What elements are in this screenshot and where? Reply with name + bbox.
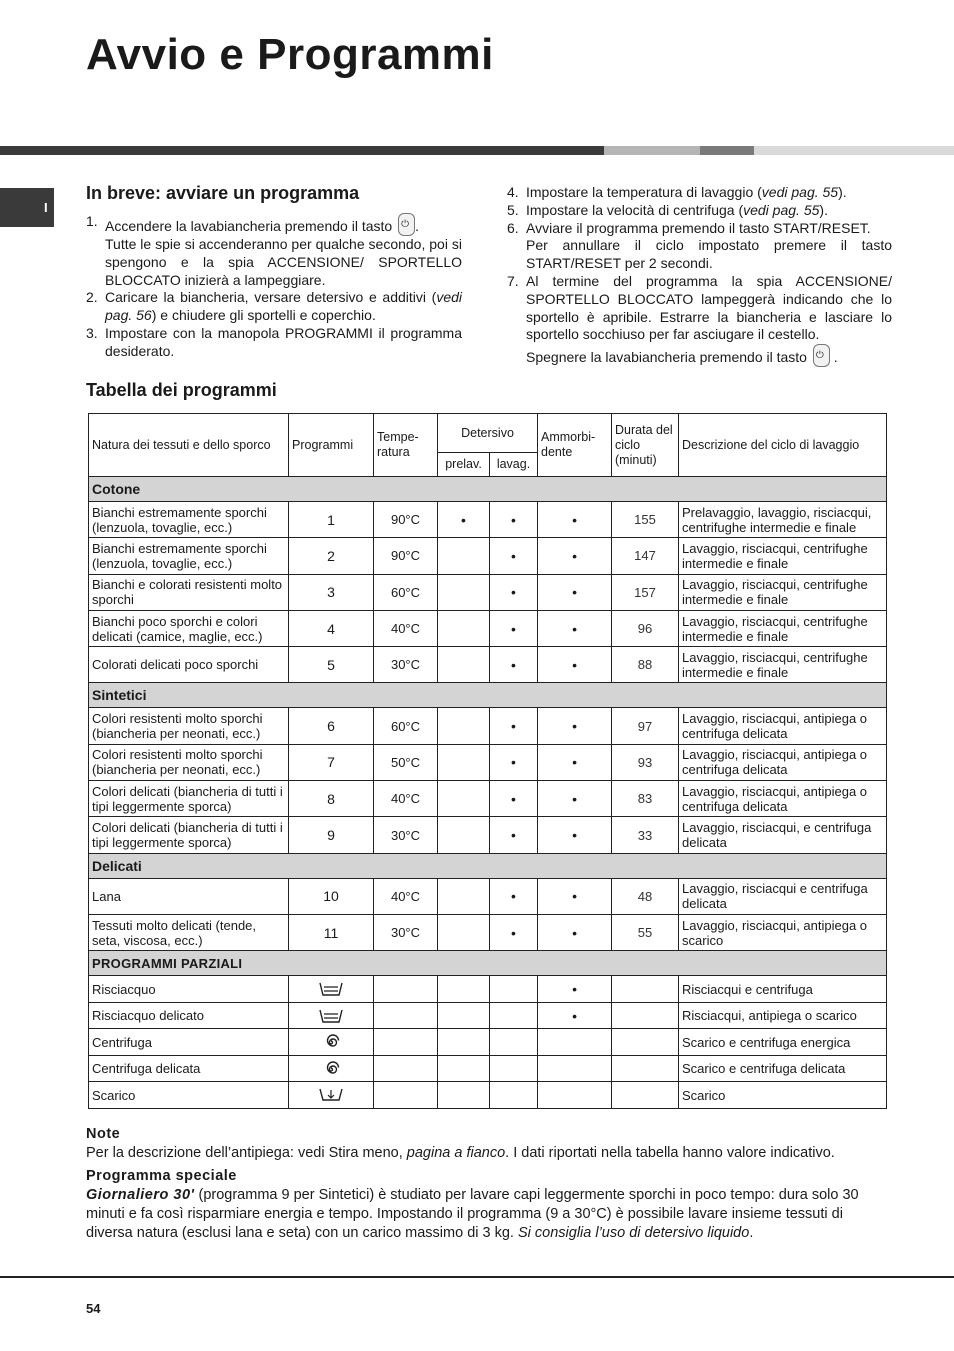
- cell-lavag: •: [490, 744, 538, 780]
- special-heading: Programma speciale: [86, 1168, 237, 1184]
- notes-text: Per la descrizione dell’antipiega: vedi Stira meno, pagina a fianco. I dati riportati nella tabella hanno valore indicativo.: [86, 1145, 835, 1161]
- cell-prelav: [438, 647, 490, 683]
- cell-natura: Tessuti molto delicati (tende, seta, viscosa, ecc.): [89, 914, 289, 950]
- quick-start-step: 7. Al termine del programma la spia ACCENSIONE/ SPORTELLO BLOCCATO lampeggerà indicando che lo sportello è apribile. Estrarre la biancheria e lasciare lo sportello socchiuso per far asciugare il cestello. Spegnere la lavabiancheria premendo il tasto ⏻ .: [507, 273, 892, 367]
- cell-temperatura: [374, 1002, 438, 1029]
- cell-lavag: •: [490, 781, 538, 817]
- cell-natura: Bianchi estremamente sporchi (lenzuola, tovaglie, ecc.): [89, 538, 289, 574]
- cell-natura: Lana: [89, 878, 289, 914]
- cell-durata: [612, 1002, 679, 1029]
- cell-prelav: [438, 1002, 490, 1029]
- cell-ammorbidente: •: [538, 538, 612, 574]
- cell-prelav: [438, 708, 490, 744]
- cell-programma-icon: [289, 976, 374, 1003]
- cell-programma: 5: [289, 647, 374, 683]
- cell-natura: Colori delicati (biancheria di tutti i tipi leggermente sporca): [89, 781, 289, 817]
- cell-durata: 96: [612, 610, 679, 646]
- quick-start-step: 6. Avviare il programma premendo il tasto START/RESET. Per annullare il ciclo impostato premere il tasto START/RESET per 2 secondi.: [507, 219, 892, 272]
- table-heading: Tabella dei programmi: [86, 380, 277, 400]
- programs-table-body: [89, 477, 887, 1109]
- cell-durata: 48: [612, 878, 679, 914]
- col-header-detersivo: Detersivo: [438, 414, 538, 453]
- cell-programma-icon: [289, 1029, 374, 1056]
- cell-natura: Colori resistenti molto sporchi (biancheria per neonati, ecc.): [89, 744, 289, 780]
- rinse-icon: [318, 1007, 344, 1025]
- header-bar-segment: [0, 146, 604, 155]
- cell-lavag: •: [490, 914, 538, 950]
- table-row: [89, 817, 887, 853]
- table-row: [89, 708, 887, 744]
- cell-descrizione: Lavaggio, risciacqui, centrifughe intermedie e finale: [679, 647, 887, 683]
- cell-prelav: [438, 744, 490, 780]
- col-header-durata: Durata del ciclo (minuti): [612, 414, 679, 477]
- cell-natura: Centrifuga: [89, 1029, 289, 1056]
- cell-descrizione: Lavaggio, risciacqui, e centrifuga delicata: [679, 817, 887, 853]
- cell-lavag: [490, 1055, 538, 1082]
- cell-prelav: [438, 914, 490, 950]
- page-number: 54: [86, 1301, 101, 1316]
- col-header-natura: Natura dei tessuti e dello sporco: [89, 414, 289, 477]
- cell-ammorbidente: [538, 1082, 612, 1109]
- cell-programma: 2: [289, 538, 374, 574]
- cell-descrizione: Lavaggio, risciacqui e centrifuga delicata: [679, 878, 887, 914]
- cell-prelav: [438, 1029, 490, 1056]
- col-header-programmi: Programmi: [289, 414, 374, 477]
- table-row: [89, 1055, 887, 1082]
- cell-ammorbidente: •: [538, 1002, 612, 1029]
- section-row: [89, 951, 887, 976]
- language-tab: I: [0, 188, 54, 227]
- cell-programma: 6: [289, 708, 374, 744]
- cell-temperatura: [374, 1055, 438, 1082]
- spin-icon: [321, 1032, 341, 1052]
- cell-temperatura: [374, 1082, 438, 1109]
- cell-prelav: •: [438, 502, 490, 538]
- quick-start-heading: In breve: avviare un programma: [86, 183, 360, 203]
- cell-temperatura: 60°C: [374, 708, 438, 744]
- cell-programma: 10: [289, 878, 374, 914]
- cell-temperatura: 40°C: [374, 878, 438, 914]
- quick-start-step: 4. Impostare la temperatura di lavaggio (vedi pag. 55).: [507, 184, 847, 200]
- quick-start-step: 5. Impostare la velocità di centrifuga (vedi pag. 55).: [507, 201, 828, 218]
- cell-descrizione: Scarico: [679, 1082, 887, 1109]
- col-header-ammorbidente: Ammorbi- dente: [538, 414, 612, 477]
- cell-natura: Risciacquo: [89, 976, 289, 1003]
- table-row: [89, 647, 887, 683]
- cell-ammorbidente: [538, 1029, 612, 1056]
- col-header-prelav: prelav.: [438, 453, 490, 477]
- table-row: [89, 744, 887, 780]
- cell-programma: 1: [289, 502, 374, 538]
- power-button-icon: [398, 213, 415, 236]
- power-button-icon: [813, 344, 830, 367]
- cell-durata: 97: [612, 708, 679, 744]
- drain-icon: [318, 1086, 344, 1104]
- cell-ammorbidente: [538, 1055, 612, 1082]
- cell-programma: 11: [289, 914, 374, 950]
- cell-prelav: [438, 1055, 490, 1082]
- table-row: [89, 502, 887, 538]
- cell-ammorbidente: •: [538, 574, 612, 610]
- cell-prelav: [438, 1082, 490, 1109]
- table-row: [89, 538, 887, 574]
- cell-natura: Bianchi estremamente sporchi (lenzuola, tovaglie, ecc.): [89, 502, 289, 538]
- cell-natura: Bianchi poco sporchi e colori delicati (camice, maglie, ecc.): [89, 610, 289, 646]
- cell-lavag: [490, 1082, 538, 1109]
- cell-lavag: •: [490, 610, 538, 646]
- cell-durata: [612, 976, 679, 1003]
- section-title: PROGRAMMI PARZIALI: [89, 951, 887, 976]
- table-row: [89, 1002, 887, 1029]
- cell-ammorbidente: •: [538, 610, 612, 646]
- rinse-icon: [318, 980, 344, 998]
- header-bar-segment: [604, 146, 700, 155]
- cell-natura: Bianchi e colorati resistenti molto sporchi: [89, 574, 289, 610]
- cell-durata: 155: [612, 502, 679, 538]
- cell-durata: 88: [612, 647, 679, 683]
- cell-descrizione: Lavaggio, risciacqui, antipiega o scarico: [679, 914, 887, 950]
- section-title: Delicati: [89, 853, 887, 878]
- cell-prelav: [438, 538, 490, 574]
- cell-durata: 93: [612, 744, 679, 780]
- cell-temperatura: 30°C: [374, 914, 438, 950]
- quick-start-step: 3. Impostare con la manopola PROGRAMMI il programma desiderato.: [86, 324, 462, 359]
- cell-temperatura: 40°C: [374, 610, 438, 646]
- cell-ammorbidente: •: [538, 914, 612, 950]
- cell-descrizione: Risciacqui e centrifuga: [679, 976, 887, 1003]
- cell-natura: Colori delicati (biancheria di tutti i tipi leggermente sporca): [89, 817, 289, 853]
- cell-descrizione: Lavaggio, risciacqui, antipiega o centrifuga delicata: [679, 708, 887, 744]
- quick-start-step: 1. Accendere la lavabiancheria premendo il tasto ⏻ . Tutte le spie si accenderanno per qualche secondo, poi si spengono e la spia ACCENSIONE/ SPORTELLO BLOCCATO inizierà a lampeggiare.: [86, 213, 462, 289]
- table-row: [89, 610, 887, 646]
- cell-natura: Centrifuga delicata: [89, 1055, 289, 1082]
- section-title: Sintetici: [89, 683, 887, 708]
- cell-lavag: •: [490, 574, 538, 610]
- spin-icon: [321, 1059, 341, 1079]
- cell-lavag: •: [490, 708, 538, 744]
- cell-lavag: •: [490, 502, 538, 538]
- cell-durata: 33: [612, 817, 679, 853]
- cell-programma: 8: [289, 781, 374, 817]
- header-bar-segment: [700, 146, 754, 155]
- cell-lavag: [490, 976, 538, 1003]
- cell-descrizione: Scarico e centrifuga energica: [679, 1029, 887, 1056]
- cell-temperatura: 90°C: [374, 538, 438, 574]
- notes-heading: Note: [86, 1126, 121, 1142]
- cell-descrizione: Scarico e centrifuga delicata: [679, 1055, 887, 1082]
- col-header-descrizione: Descrizione del ciclo di lavaggio: [679, 414, 887, 477]
- cell-lavag: •: [490, 878, 538, 914]
- cell-temperatura: 60°C: [374, 574, 438, 610]
- cell-descrizione: Lavaggio, risciacqui, centrifughe intermedie e finale: [679, 538, 887, 574]
- cell-prelav: [438, 817, 490, 853]
- cell-durata: 83: [612, 781, 679, 817]
- cell-lavag: •: [490, 817, 538, 853]
- col-header-lavag: lavag.: [490, 453, 538, 477]
- cell-prelav: [438, 781, 490, 817]
- cell-durata: [612, 1082, 679, 1109]
- cell-descrizione: Risciacqui, antipiega o scarico: [679, 1002, 887, 1029]
- section-row: [89, 853, 887, 878]
- cell-temperatura: 30°C: [374, 817, 438, 853]
- cell-ammorbidente: •: [538, 744, 612, 780]
- table-row: [89, 878, 887, 914]
- cell-ammorbidente: •: [538, 976, 612, 1003]
- table-row: [89, 1082, 887, 1109]
- cell-programma: 4: [289, 610, 374, 646]
- cell-natura: Scarico: [89, 1082, 289, 1109]
- cell-prelav: [438, 610, 490, 646]
- cell-temperatura: 40°C: [374, 781, 438, 817]
- quick-start-steps-right: [507, 184, 892, 367]
- cell-temperatura: 50°C: [374, 744, 438, 780]
- programs-table: [88, 413, 887, 1109]
- header-bar-segment: [754, 146, 954, 155]
- cell-descrizione: Lavaggio, risciacqui, centrifughe intermedie e finale: [679, 610, 887, 646]
- cell-temperatura: 90°C: [374, 502, 438, 538]
- col-header-temperatura: Tempe- ratura: [374, 414, 438, 477]
- cell-prelav: [438, 574, 490, 610]
- cell-programma: 3: [289, 574, 374, 610]
- cell-durata: 147: [612, 538, 679, 574]
- special-text: Giornaliero 30' (programma 9 per Sintetici) è studiato per lavare capi leggermente sporchi in poco tempo: dura solo 30 minuti e fa così risparmiare energia e tempo. Impostando il programma (9 a 30°C) è possibile lavare insieme tessuti di diversa natura (esclusi lana e seta) con un carico massimo di 3 kg. Si consiglia l’uso di detersivo liquido.: [86, 1187, 859, 1241]
- cell-prelav: [438, 878, 490, 914]
- section-row: [89, 683, 887, 708]
- cell-descrizione: Prelavaggio, lavaggio, risciacqui, centrifughe intermedie e finale: [679, 502, 887, 538]
- cell-temperatura: 30°C: [374, 647, 438, 683]
- cell-lavag: •: [490, 647, 538, 683]
- cell-natura: Colorati delicati poco sporchi: [89, 647, 289, 683]
- cell-descrizione: Lavaggio, risciacqui, antipiega o centrifuga delicata: [679, 781, 887, 817]
- table-row: [89, 914, 887, 950]
- cell-ammorbidente: •: [538, 817, 612, 853]
- cell-programma-icon: [289, 1082, 374, 1109]
- cell-natura: Risciacquo delicato: [89, 1002, 289, 1029]
- cell-temperatura: [374, 976, 438, 1003]
- section-row: [89, 477, 887, 502]
- cell-programma: 9: [289, 817, 374, 853]
- cell-programma: 7: [289, 744, 374, 780]
- cell-ammorbidente: •: [538, 878, 612, 914]
- cell-durata: 157: [612, 574, 679, 610]
- cell-lavag: [490, 1029, 538, 1056]
- cell-prelav: [438, 976, 490, 1003]
- table-row: [89, 781, 887, 817]
- cell-durata: [612, 1029, 679, 1056]
- cell-descrizione: Lavaggio, risciacqui, centrifughe intermedie e finale: [679, 574, 887, 610]
- cell-ammorbidente: •: [538, 708, 612, 744]
- cell-ammorbidente: •: [538, 502, 612, 538]
- notes: [86, 1125, 886, 1243]
- cell-ammorbidente: •: [538, 647, 612, 683]
- cell-durata: [612, 1055, 679, 1082]
- table-row: [89, 1029, 887, 1056]
- footer-rule: [0, 1276, 954, 1278]
- cell-programma-icon: [289, 1002, 374, 1029]
- cell-durata: 55: [612, 914, 679, 950]
- section-title: Cotone: [89, 477, 887, 502]
- cell-descrizione: Lavaggio, risciacqui, antipiega o centrifuga delicata: [679, 744, 887, 780]
- table-row: [89, 976, 887, 1003]
- cell-temperatura: [374, 1029, 438, 1056]
- cell-natura: Colori resistenti molto sporchi (biancheria per neonati, ecc.): [89, 708, 289, 744]
- cell-ammorbidente: •: [538, 781, 612, 817]
- table-row: [89, 574, 887, 610]
- page-title: Avvio e Programmi: [86, 30, 494, 79]
- quick-start-steps-left: [86, 213, 462, 361]
- cell-lavag: [490, 1002, 538, 1029]
- cell-lavag: •: [490, 538, 538, 574]
- cell-programma-icon: [289, 1055, 374, 1082]
- quick-start-step: 2. Caricare la biancheria, versare detersivo e additivi (vedi pag. 56) e chiudere gli sportelli e coperchio.: [86, 289, 462, 324]
